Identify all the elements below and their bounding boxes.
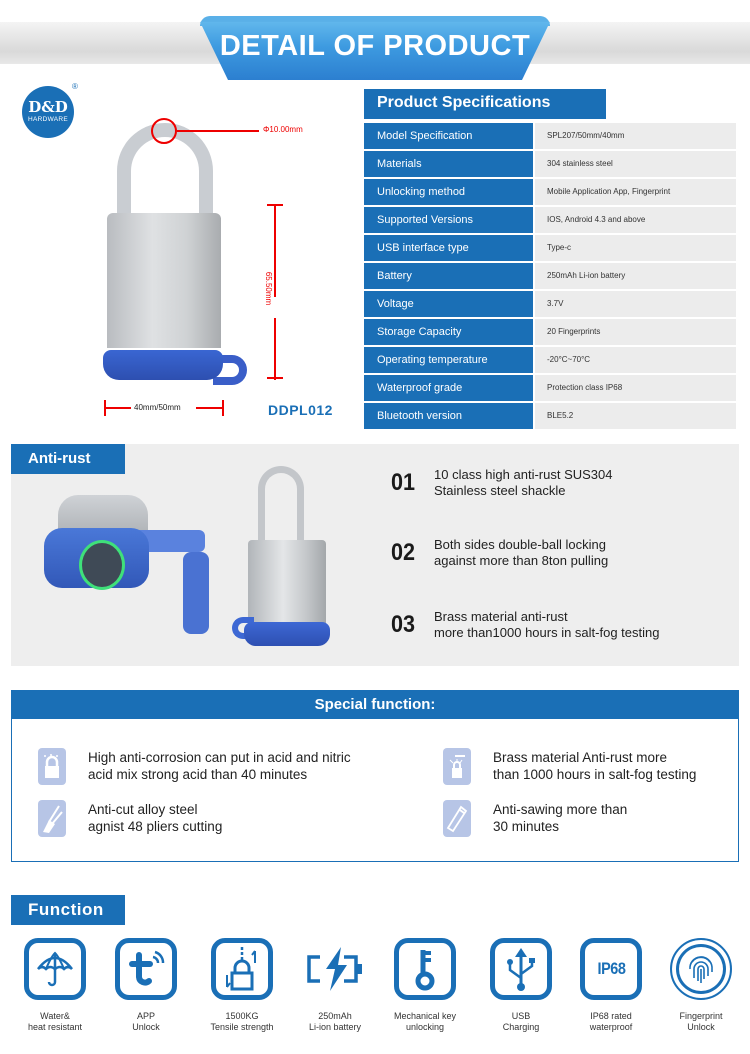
special-function-item: [38, 800, 222, 837]
tuya-app-icon: [115, 938, 177, 1000]
anti-rust-text: Stainless steel shackle: [434, 482, 566, 498]
spec-row: [364, 291, 736, 317]
function-item: [290, 938, 380, 1033]
ip68-icon: [580, 938, 642, 1000]
anti-rust-number: 03: [391, 610, 416, 638]
logo-text: D&D: [28, 98, 68, 116]
shackle-diameter-label: Φ10.00mm: [263, 125, 303, 134]
special-function-text: Anti-sawing more than: [493, 802, 628, 818]
side-lock-shackle: [258, 466, 304, 546]
spec-row: [364, 123, 736, 149]
function-item: [380, 938, 470, 1033]
side-lock-boot: [244, 622, 330, 646]
chain-lock-icon: [211, 938, 273, 1000]
spec-row: [364, 403, 736, 429]
specs-title: Product Specifications: [364, 89, 606, 119]
function-caption: waterproof: [589, 1021, 633, 1032]
function-item: [656, 938, 746, 1033]
function-label: Function: [11, 895, 125, 925]
spec-key: Voltage: [364, 291, 533, 317]
function-caption: IP68 rated: [590, 1011, 632, 1021]
height-dim-label: 65.50mm: [264, 271, 274, 306]
page-title: DETAIL OF PRODUCT: [219, 30, 531, 62]
spec-value: SPL207/50mm/40mm: [535, 123, 736, 149]
function-item: [476, 938, 566, 1033]
spec-row: [364, 179, 736, 205]
width-dim-line-right: [196, 407, 222, 409]
anti-rust-text: against more than 8ton pulling: [434, 552, 609, 568]
spec-key: Unlocking method: [364, 179, 533, 205]
function-caption: Li-ion battery: [308, 1021, 362, 1032]
anti-rust-number: 02: [391, 538, 416, 566]
padlock-boot: [103, 350, 223, 380]
width-dim-line-left: [105, 407, 131, 409]
spec-value: -20°C~70°C: [535, 347, 736, 373]
function-item: [101, 938, 191, 1033]
spec-row: [364, 207, 736, 233]
spec-value: Type-c: [535, 235, 736, 261]
logo-subtext: HARDWARE: [27, 116, 69, 123]
spec-value: 304 stainless steel: [535, 151, 736, 177]
model-number: DDPL012: [268, 402, 333, 418]
spec-row: [364, 347, 736, 373]
specs-table: [364, 123, 736, 431]
spec-value: 3.7V: [535, 291, 736, 317]
function-caption: 1500KG: [225, 1011, 259, 1021]
height-dim-line-bottom: [274, 318, 276, 380]
key-icon: [394, 938, 456, 1000]
spec-value: Mobile Application App, Fingerprint: [535, 179, 736, 205]
dimension-leader-line: [177, 130, 259, 132]
function-caption: heat resistant: [27, 1021, 83, 1032]
function-caption: Mechanical key: [393, 1011, 457, 1021]
function-caption: 250mAh: [318, 1011, 352, 1021]
battery-bolt-icon: [304, 938, 366, 1000]
spec-key: Materials: [364, 151, 533, 177]
anti-rust-number: 01: [391, 468, 416, 496]
spec-value: BLE5.2: [535, 403, 736, 429]
function-caption: Tensile strength: [210, 1021, 274, 1032]
spec-row: [364, 375, 736, 401]
anti-rust-text: Both sides double-ball locking: [434, 537, 606, 552]
anti-rust-label: Anti-rust: [11, 444, 125, 474]
special-function-item: [443, 800, 627, 837]
saw-icon: [443, 800, 471, 837]
spec-value: IOS, Android 4.3 and above: [535, 207, 736, 233]
function-item: [566, 938, 656, 1033]
special-function-text: 30 minutes: [493, 818, 560, 834]
spec-row: [364, 151, 736, 177]
fingerprint-lock-cap: [183, 552, 209, 634]
special-function-title: Special function:: [11, 690, 739, 719]
spec-value: Protection class IP68: [535, 375, 736, 401]
registered-mark: ®: [72, 82, 78, 91]
brand-logo: [22, 86, 74, 138]
special-function-item: [38, 748, 351, 785]
spec-key: Model Specification: [364, 123, 533, 149]
anti-rust-text: more than1000 hours in salt-fog testing: [434, 624, 660, 640]
spec-row: [364, 319, 736, 345]
pliers-icon: [38, 800, 66, 837]
anti-rust-text: 10 class high anti-rust SUS304: [434, 467, 613, 482]
function-item: [197, 938, 287, 1033]
function-caption: Unlock: [132, 1021, 160, 1032]
umbrella-icon: [24, 938, 86, 1000]
anti-rust-item: [391, 467, 731, 498]
height-dim-line-top: [274, 205, 276, 297]
function-caption: Fingerprint: [679, 1011, 723, 1021]
spec-key: Battery: [364, 263, 533, 289]
function-item: [10, 938, 100, 1033]
width-dim-tick-right: [222, 400, 224, 416]
special-function-text: Anti-cut alloy steel: [88, 802, 198, 818]
special-function-text: Brass material Anti-rust more: [493, 750, 668, 766]
function-caption: unlocking: [405, 1021, 445, 1032]
special-function-text: agnist 48 pliers cutting: [88, 818, 223, 834]
spec-value: 20 Fingerprints: [535, 319, 736, 345]
function-caption: APP: [136, 1011, 155, 1021]
function-caption: USB: [511, 1011, 531, 1021]
spec-key: Operating temperature: [364, 347, 533, 373]
special-function-text: High anti-corrosion can put in acid and nitric: [88, 750, 351, 766]
padlock-body: [107, 213, 221, 348]
usb-icon: [490, 938, 552, 1000]
anti-rust-item: [391, 609, 731, 640]
function-caption: Charging: [502, 1021, 540, 1032]
acid-lock-icon: [38, 748, 66, 785]
shackle-diameter-marker: [151, 118, 177, 144]
spec-row: [364, 263, 736, 289]
salt-spray-lock-icon: [443, 748, 471, 785]
function-caption: Water&: [40, 1011, 70, 1021]
ip68-icon-text: IP68: [596, 959, 626, 978]
spec-key: Waterproof grade: [364, 375, 533, 401]
anti-rust-text: Brass material anti-rust: [434, 609, 568, 624]
spec-key: Supported Versions: [364, 207, 533, 233]
spec-row: [364, 235, 736, 261]
spec-value: 250mAh Li-ion battery: [535, 263, 736, 289]
special-function-text: acid mix strong acid than 40 minutes: [88, 766, 308, 782]
function-caption: Unlock: [687, 1021, 715, 1032]
width-dim-label: 40mm/50mm: [134, 403, 181, 412]
spec-key: Storage Capacity: [364, 319, 533, 345]
height-dim-tick-bottom: [267, 377, 283, 379]
special-function-text: than 1000 hours in salt-fog testing: [493, 766, 697, 782]
spec-key: Bluetooth version: [364, 403, 533, 429]
special-function-item: [443, 748, 696, 785]
fingerprint-sensor-ring: [79, 540, 125, 590]
spec-key: USB interface type: [364, 235, 533, 261]
anti-rust-item: [391, 537, 731, 568]
fingerprint-icon: [670, 938, 732, 1000]
